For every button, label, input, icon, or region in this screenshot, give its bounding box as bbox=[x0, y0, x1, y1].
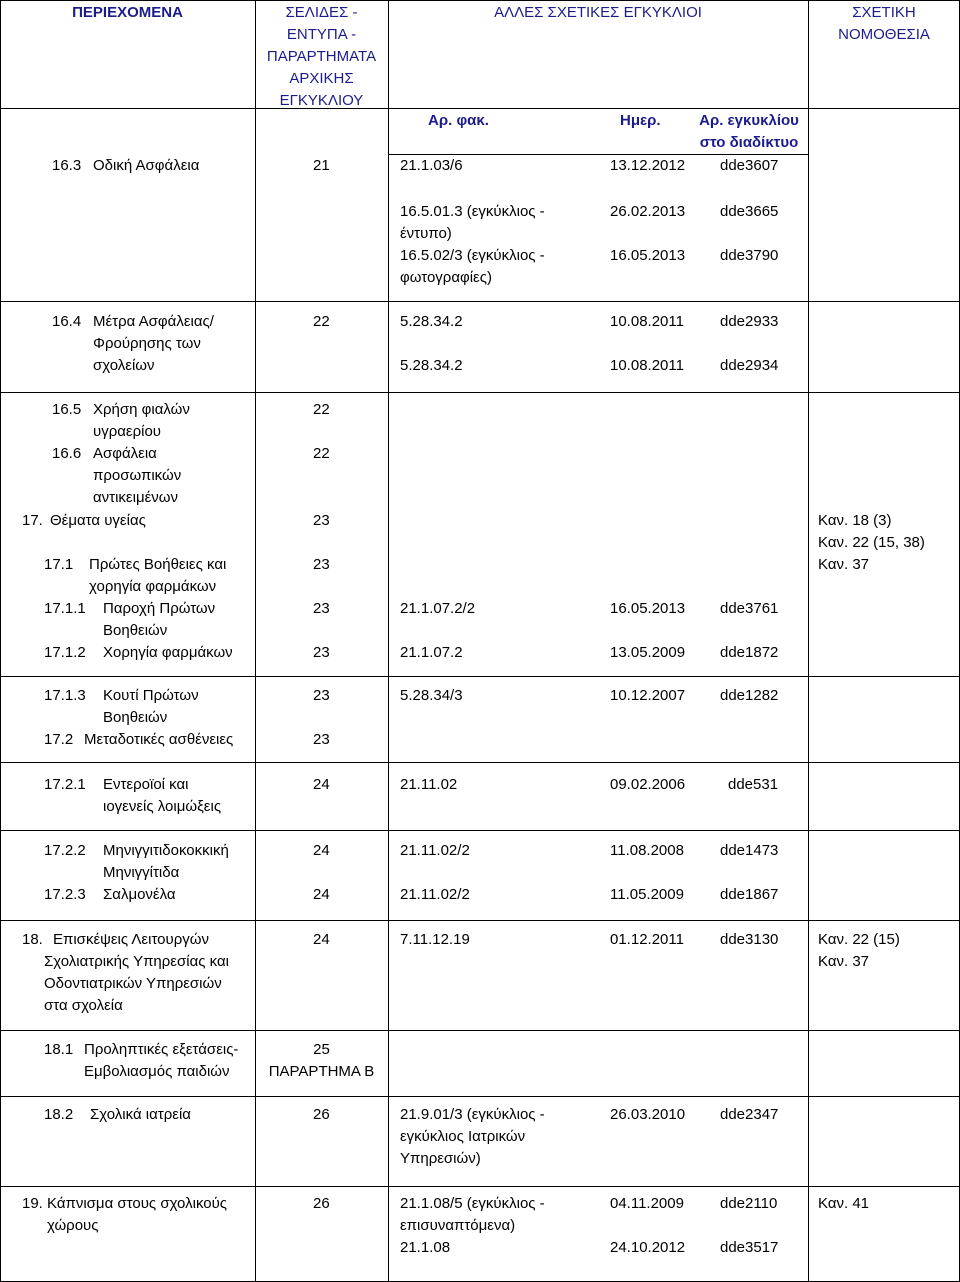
row-title: Μεταδοτικές ασθένειες bbox=[84, 731, 234, 748]
row-number: 19. bbox=[22, 1195, 43, 1212]
header-other-circulars: ΑΛΛΕΣ ΣΧΕΤΙΚΕΣ ΕΓΚΥΚΛΙΟΙ bbox=[494, 4, 702, 21]
row-ref: εγκύκλιος Ιατρικών bbox=[400, 1128, 526, 1145]
row-ref: 21.9.01/3 (εγκύκλιος - bbox=[400, 1106, 545, 1123]
row-date: 16.05.2013 bbox=[610, 247, 686, 264]
row-page: 23 bbox=[313, 556, 330, 573]
row-title: σχολείων bbox=[93, 357, 155, 374]
row-date: 11.05.2009 bbox=[610, 886, 684, 903]
row-number: 17.1 bbox=[44, 556, 74, 573]
row-title: Σαλμονέλα bbox=[103, 886, 176, 903]
row-title: στα σχολεία bbox=[44, 997, 123, 1014]
row-page: 25 bbox=[313, 1041, 330, 1058]
row-number: 17.1.1 bbox=[44, 600, 86, 617]
row-ref: 16.5.02/3 (εγκύκλιος - bbox=[400, 247, 545, 264]
row-divider bbox=[0, 1030, 960, 1031]
row-title: Θέματα υγείας bbox=[50, 512, 146, 529]
row-title: Βοηθειών bbox=[103, 709, 168, 726]
subheader-file-no: Αρ. φακ. bbox=[428, 112, 489, 129]
row-ref: 21.1.03/6 bbox=[400, 157, 463, 174]
table-border-top bbox=[0, 0, 960, 1]
row-ref: 21.11.02 bbox=[400, 776, 458, 793]
row-date: 10.08.2011 bbox=[610, 313, 684, 330]
row-page: 26 bbox=[313, 1106, 330, 1123]
header-divider bbox=[0, 108, 960, 109]
row-title: Μηνιγγίτιδα bbox=[103, 864, 180, 881]
row-ref: 5.28.34.2 bbox=[400, 357, 463, 374]
row-ref: 21.11.02/2 bbox=[400, 842, 470, 859]
subheader-date: Ημερ. bbox=[620, 112, 661, 129]
row-date: 24.10.2012 bbox=[610, 1239, 686, 1256]
row-page: 23 bbox=[313, 687, 330, 704]
row-divider bbox=[0, 392, 960, 393]
row-title: προσωπικών bbox=[93, 467, 182, 484]
table-border-left bbox=[0, 0, 1, 1282]
row-number: 16.5 bbox=[52, 401, 82, 418]
row-number: 17.2.1 bbox=[44, 776, 86, 793]
row-law: Καν. 22 (15) bbox=[818, 931, 900, 948]
row-title: Οδοντιατρικών Υπηρεσιών bbox=[44, 975, 222, 992]
row-page: 22 bbox=[313, 445, 330, 462]
row-page: 23 bbox=[313, 600, 330, 617]
row-law: Καν. 18 (3) bbox=[818, 512, 892, 529]
row-date: 10.08.2011 bbox=[610, 357, 684, 374]
row-title: Κάπνισμα στους σχολικούς bbox=[47, 1195, 228, 1212]
row-ref: 21.1.07.2 bbox=[400, 644, 463, 661]
row-title: ιογενείς λοιμώξεις bbox=[103, 798, 222, 815]
row-date: 13.05.2009 bbox=[610, 644, 686, 661]
row-ref: 21.1.08 bbox=[400, 1239, 451, 1256]
row-title: Σχολιατρικής Υπηρεσίας και bbox=[44, 953, 229, 970]
header-contents: ΠΕΡΙΕΧΟΜΕΝΑ bbox=[72, 4, 183, 21]
row-date: 26.03.2010 bbox=[610, 1106, 686, 1123]
row-number: 17.1.3 bbox=[44, 687, 86, 704]
row-number: 16.4 bbox=[52, 313, 82, 330]
column-divider-3 bbox=[808, 0, 809, 1282]
row-divider bbox=[0, 301, 960, 302]
row-page: 21 bbox=[313, 157, 330, 174]
row-ref: 5.28.34.2 bbox=[400, 313, 463, 330]
row-page: 26 bbox=[313, 1195, 330, 1212]
row-date: 26.02.2013 bbox=[610, 203, 686, 220]
row-ref: 5.28.34/3 bbox=[400, 687, 463, 704]
row-page: 24 bbox=[313, 931, 330, 948]
column-divider-2 bbox=[388, 0, 389, 1282]
row-divider bbox=[0, 676, 960, 677]
row-law: Καν. 37 bbox=[818, 556, 870, 573]
row-code: dde3517 bbox=[720, 1239, 779, 1256]
row-page: 24 bbox=[313, 842, 330, 859]
row-code: dde3130 bbox=[720, 931, 779, 948]
row-title: Σχολικά ιατρεία bbox=[90, 1106, 191, 1123]
row-ref: επισυναπτόμενα) bbox=[400, 1217, 516, 1234]
row-title: Επισκέψεις Λειτουργών bbox=[53, 931, 209, 948]
row-number: 18. bbox=[22, 931, 43, 948]
row-title: Εμβολιασμός παιδιών bbox=[84, 1063, 230, 1080]
row-title: Παροχή Πρώτων bbox=[103, 600, 216, 617]
row-number: 17.2 bbox=[44, 731, 74, 748]
column-divider-1 bbox=[255, 0, 256, 1282]
row-code: dde1867 bbox=[720, 886, 779, 903]
row-number: 17.2.3 bbox=[44, 886, 86, 903]
row-ref: φωτογραφίες) bbox=[400, 269, 492, 286]
row-page: 24 bbox=[313, 776, 330, 793]
row-code: dde2934 bbox=[720, 357, 779, 374]
row-code: dde2347 bbox=[720, 1106, 779, 1123]
row-page: 24 bbox=[313, 886, 330, 903]
row-page: 23 bbox=[313, 644, 330, 661]
row-code: dde1872 bbox=[720, 644, 779, 661]
row-law: Καν. 37 bbox=[818, 953, 870, 970]
row-title: Προληπτικές εξετάσεις- bbox=[84, 1041, 239, 1058]
row-number: 17. bbox=[22, 512, 43, 529]
row-code: dde3790 bbox=[720, 247, 779, 264]
row-divider bbox=[0, 830, 960, 831]
row-page: 22 bbox=[313, 313, 330, 330]
row-code: dde1473 bbox=[720, 842, 779, 859]
header-legislation: ΣΧΕΤΙΚΗ ΝΟΜΟΘΕΣΙΑ bbox=[838, 4, 930, 43]
row-ref: 21.11.02/2 bbox=[400, 886, 470, 903]
row-title: υγραερίου bbox=[93, 423, 162, 440]
row-date: 13.12.2012 bbox=[610, 157, 686, 174]
row-number: 18.2 bbox=[44, 1106, 74, 1123]
row-title: Ασφάλεια bbox=[93, 445, 157, 462]
row-title: Χρήση φιαλών bbox=[93, 401, 190, 418]
row-page: 23 bbox=[313, 731, 330, 748]
row-number: 16.3 bbox=[52, 157, 82, 174]
subheader-circular-no: Αρ. εγκυκλίου στο διαδίκτυο bbox=[699, 112, 799, 151]
row-title: Φρούρησης των bbox=[93, 335, 201, 352]
row-title: Εντεροϊοί και bbox=[103, 776, 189, 793]
row-divider bbox=[0, 920, 960, 921]
row-code: dde3607 bbox=[720, 157, 779, 174]
row-title: Κουτί Πρώτων bbox=[103, 687, 199, 704]
row-number: 17.1.2 bbox=[44, 644, 86, 661]
row-title: Βοηθειών bbox=[103, 622, 168, 639]
row-ref: έντυπο) bbox=[400, 225, 452, 242]
row-ref: Υπηρεσιών) bbox=[400, 1150, 481, 1167]
row-date: 16.05.2013 bbox=[610, 600, 686, 617]
row-code: dde1282 bbox=[720, 687, 779, 704]
row-date: 11.08.2008 bbox=[610, 842, 684, 859]
row-title: Μηνιγγιτιδοκοκκική bbox=[103, 842, 229, 859]
row-title: χορηγία φαρμάκων bbox=[89, 578, 217, 595]
row-page: 22 bbox=[313, 401, 330, 418]
row-ref: 16.5.01.3 (εγκύκλιος - bbox=[400, 203, 545, 220]
header-pages-forms: ΣΕΛΙΔΕΣ - ΕΝΤΥΠΑ - ΠΑΡΑΡΤΗΜΑΤΑ ΑΡΧΙΚΗΣ ΕΓΚΥΚΛΙΟΥ bbox=[266, 4, 377, 109]
row-number: 16.6 bbox=[52, 445, 82, 462]
row-divider bbox=[0, 762, 960, 763]
row-title: Οδική Ασφάλεια bbox=[93, 157, 200, 174]
row-date: 10.12.2007 bbox=[610, 687, 686, 704]
row-code: dde3761 bbox=[720, 600, 779, 617]
row-page: 23 bbox=[313, 512, 330, 529]
row-ref: 21.1.08/5 (εγκύκλιος - bbox=[400, 1195, 545, 1212]
row-divider bbox=[0, 1186, 960, 1187]
row-law: Καν. 22 (15, 38) bbox=[818, 534, 925, 551]
row-code: dde2110 bbox=[720, 1195, 778, 1212]
row-number: 18.1 bbox=[44, 1041, 74, 1058]
row-date: 04.11.2009 bbox=[610, 1195, 684, 1212]
row-title: Χορηγία φαρμάκων bbox=[103, 644, 233, 661]
row-title: αντικειμένων bbox=[93, 489, 178, 506]
row-title: χώρους bbox=[47, 1217, 99, 1234]
row-ref: 7.11.12.19 bbox=[400, 931, 470, 948]
row-title: Μέτρα Ασφάλειας/ bbox=[93, 313, 214, 330]
row-code: dde531 bbox=[728, 776, 779, 793]
row-number: 17.2.2 bbox=[44, 842, 86, 859]
row-date: 09.02.2006 bbox=[610, 776, 686, 793]
row-code: dde3665 bbox=[720, 203, 779, 220]
row-page: ΠΑΡΑΡΤΗΜΑ Β bbox=[268, 1063, 375, 1080]
row-ref: 21.1.07.2/2 bbox=[400, 600, 476, 617]
row-divider bbox=[0, 1096, 960, 1097]
row-title: Πρώτες Βοήθειες και bbox=[89, 556, 227, 573]
row-law: Καν. 41 bbox=[818, 1195, 870, 1212]
row-date: 01.12.2011 bbox=[610, 931, 684, 948]
row-code: dde2933 bbox=[720, 313, 779, 330]
